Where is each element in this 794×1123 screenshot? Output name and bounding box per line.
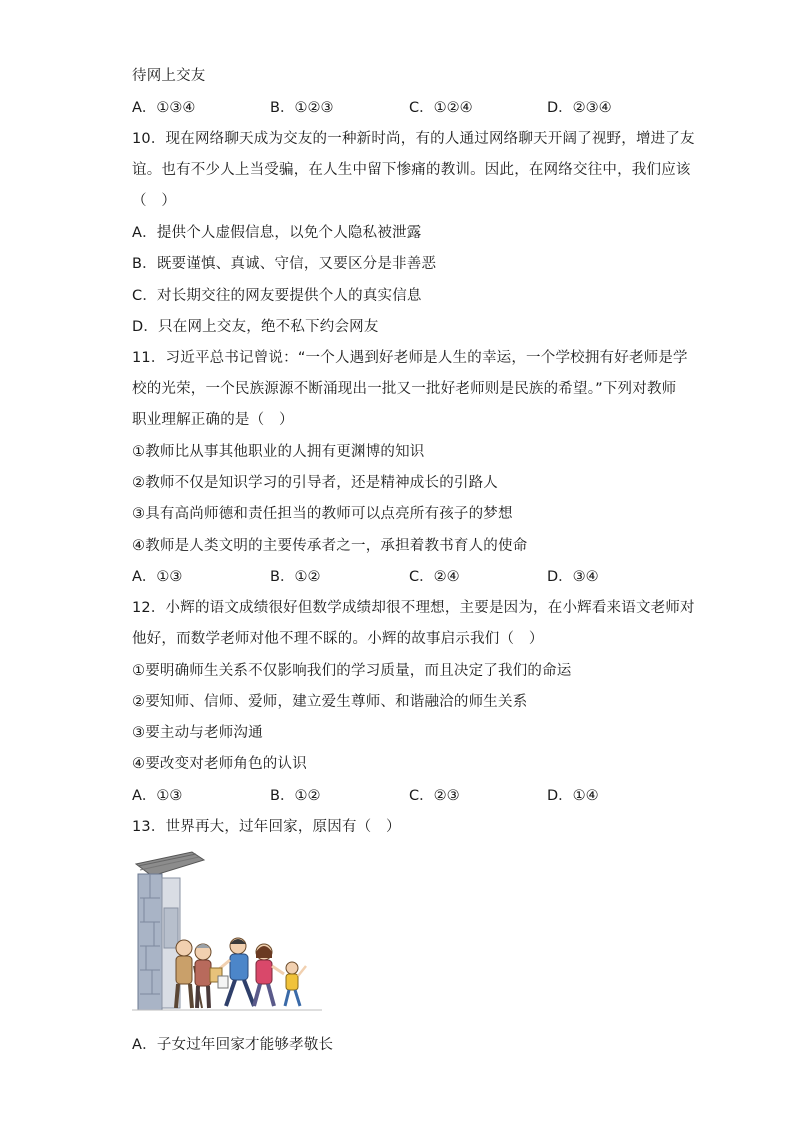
q10-stem-line-1: 10．现在网络聊天成为交友的一种新时尚，有的人通过网络聊天开阔了视野，增进了友 [132,131,695,147]
q11-statement-2: ②教师不仅是知识学习的引导者，还是精神成长的引路人 [132,475,498,491]
q10-stem-line-2: 谊。也有不少人上当受骗，在人生中留下惨痛的教训。因此，在网络交往中，我们应该 [132,162,691,178]
q11-stem-line-2: 校的光荣，一个民族源源不断涌现出一批又一批好老师则是民族的希望。”下列对教师 [132,381,677,397]
q9-tail-text: 待网上交友 [132,68,206,84]
q11-stem-line-1: 11．习近平总书记曾说：“一个人遇到好老师是人生的幸运，一个学校拥有好老师是学 [132,350,688,366]
father-figure [210,938,254,1006]
grandmother-figure [195,944,211,1008]
q13-stem: 13．世界再大，过年回家，原因有（ ） [132,819,401,835]
q12-option-d: D．①④ [547,788,599,804]
q10-stem-line-3: （ ） [132,193,177,209]
q11-statement-3: ③具有高尚师德和责任担当的教师可以点亮所有孩子的梦想 [132,506,513,522]
q11-statement-1: ①教师比从事其他职业的人拥有更渊博的知识 [132,444,425,460]
q12-option-a: A．①③ [132,788,183,804]
q9-option-c: C．①②④ [409,100,473,116]
q10-choice-b: B．既要谨慎、真诚、守信，又要区分是非善恶 [132,256,437,272]
q9-option-a: A．①③④ [132,100,196,116]
q12-statement-4: ④要改变对老师角色的认识 [132,756,307,772]
family-homecoming-illustration [132,848,332,1020]
q11-statement-4: ④教师是人类文明的主要传承者之一，承担着教书育人的使命 [132,538,528,554]
q9-option-b: B．①②③ [270,100,334,116]
q10-choice-d: D．只在网上交友，绝不私下约会网友 [132,319,379,335]
q10-choice-c: C．对长期交往的网友要提供个人的真实信息 [132,288,422,304]
q12-option-b: B．①② [270,788,321,804]
q11-option-c: C．②④ [409,569,460,585]
q10-choice-a: A．提供个人虚假信息，以免个人隐私被泄露 [132,225,422,241]
q13-choice-a: A．子女过年回家才能够孝敬长 [132,1037,334,1053]
q9-option-d: D．②③④ [547,100,612,116]
q11-option-a: A．①③ [132,569,183,585]
mother-figure [254,944,284,1006]
q12-statement-2: ②要知师、信师、爱师，建立爱生尊师、和谐融洽的师生关系 [132,694,528,710]
q11-option-d: D．③④ [547,569,599,585]
q12-stem-line-2: 他好，而数学老师对他不理不睬的。小辉的故事启示我们（ ） [132,631,544,647]
q12-statement-1: ①要明确师生关系不仅影响我们的学习质量，而且决定了我们的命运 [132,663,572,679]
q12-option-c: C．②③ [409,788,460,804]
q11-stem-line-3: 职业理解正确的是（ ） [132,412,294,428]
q12-statement-3: ③要主动与老师沟通 [132,725,263,741]
q11-option-b: B．①② [270,569,321,585]
child-figure [285,962,306,1006]
q12-stem-line-1: 12．小辉的语文成绩很好但数学成绩却很不理想，主要是因为，在小辉看来语文老师对 [132,600,695,616]
